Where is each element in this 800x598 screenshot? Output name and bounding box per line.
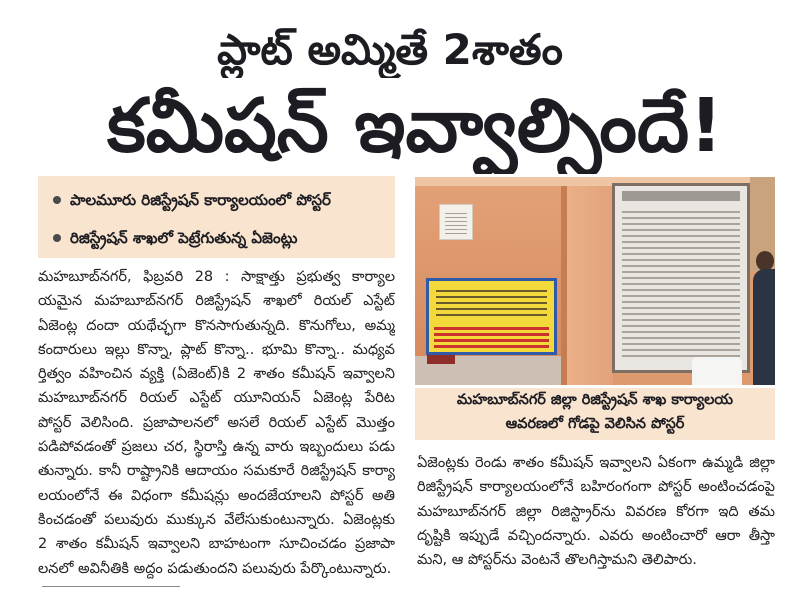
article-line: ర్తిత్వం వహించిన వ్యక్తి (ఏజెంట్)కి 2 శాతం కమీషన్ ఇవ్వాలని [38,366,395,383]
footer-rule [42,586,180,587]
photo-red-sticker [427,355,455,364]
article-line: మహబూబ్‌నగర్ రియల్ ఎస్టేట్ యూనియన్ ఏజెంట్ల పేరిట [38,390,395,407]
article-line: కించడంతో పలువురు ముక్కున వేలేసుకుంటున్నారు. ఏజెంట్లకు [38,511,395,528]
article-line: లనలో అవినీతికి అద్దం పడుతుందని పలువురు పేర్కొంటున్నారు. [38,560,392,577]
bullet-icon [53,196,61,204]
article-line: ఏజెంట్ల దందా యథేచ్ఛగా కొనసాగుతున్నది. కొనుగోలు, అమ్మ [38,317,395,334]
article-left-column [38,265,395,581]
article-line: రిజిస్ట్రేషన్ కార్యాలయంలోనే బహిరంగంగా పోస్టర్ అంటించడంపై [417,479,775,496]
wall-notice-sheet [439,204,473,240]
caption-line: ఆవరణలో గోడపై వెలిసిన పోస్టర్ [505,416,685,432]
yellow-poster [426,278,557,355]
highlight-item [38,225,395,251]
article-line: తున్నారు. కానీ రాష్ట్రానికి ఆదాయం సమకూరే రిజిస్ట్రేషన్ కార్యా [38,463,395,480]
article-right-column [417,451,775,573]
caption-line: మహబూబ్‌నగర్ జిల్లా రిజిస్ట్రేషన్ శాఖ కార్యాలయ [456,392,734,408]
article-line: పోస్టర్ వెలిసింది. ప్రజాపాలనలో అసలే రియల్ ఎస్టేట్ మొత్తం [38,414,395,431]
photo-pillar [561,186,613,385]
poster-text-lines [436,286,547,320]
article-line: మహబూబ్‌నగర్, ఫిబ్రవరి 28 : సాక్షాత్తు ప్రభుత్వ కార్యాల [38,269,395,285]
article-line: మని, ఆ పోస్టర్‌ను వెంటనే తొలగిస్తామని తెలిపారు. [417,552,697,569]
article-photo [415,177,775,385]
highlight-text: రిజిస్ట్రేషన్ శాఖలో పెట్రేగుతున్న ఏజెంట్లు [70,229,298,247]
headline-top-line: ప్లాట్ అమ్మితే 2శాతం [217,25,563,74]
notice-sheet-text-lines [445,210,467,234]
article-line: లయంలోనే ఈ విధంగా కమీషన్లు అందజేయాలని పోస్టర్ అతి [38,487,395,504]
article-line: ఏజెంట్లకు రెండు శాతం కమీషన్ ఇవ్వాలని ఏకంగా ఉమ్మడి జిల్లా [417,455,775,471]
photo-chair [692,357,742,385]
person-head [756,251,774,271]
headline-main-line: కమీషన్ ఇవ్వాల్సిందే! [107,83,723,169]
notice-board [612,183,750,373]
photo-caption [415,388,775,440]
highlight-box [38,176,395,258]
highlight-item [38,187,395,213]
notice-board-header [622,191,740,201]
person-figure [753,269,775,385]
notice-board-text-lines [622,207,740,360]
article-line: కందారులు ఇల్లు కొన్నా, ప్లాట్ కొన్నా.. భూమి కొన్నా.. మధ్యవ [38,341,395,358]
highlight-text: పాలమూరు రిజిస్ట్రేషన్ కార్యాలయంలో పోస్టర్ [70,191,331,209]
article-line: 2 శాతం కమీషన్ ఇవ్వాలని బాహటంగా సూచించడం ప్రజాపా [38,536,395,553]
article-line: మహబూబ్‌నగర్ జిల్లా రిజిస్ట్రార్‌ను వివరణ కోరగా ఇది తమ [417,503,775,520]
article-line: దృష్టికి ఇప్పుడే వచ్చిందన్నారు. ఎవరు అంటించారో ఆరా తీస్తా [417,527,775,544]
poster-red-text-lines [434,324,549,348]
article-line: యమైన మహబూబ్‌నగర్ రిజిస్ట్రేషన్ శాఖలో రియల్ ఎస్టేట్ [38,293,395,310]
bullet-icon [53,234,61,242]
article-line: పడిపోవడంతో ప్రజలు చర, స్థిరాస్తి ఉన్న వారు ఇబ్బందులు పడు [38,439,395,456]
